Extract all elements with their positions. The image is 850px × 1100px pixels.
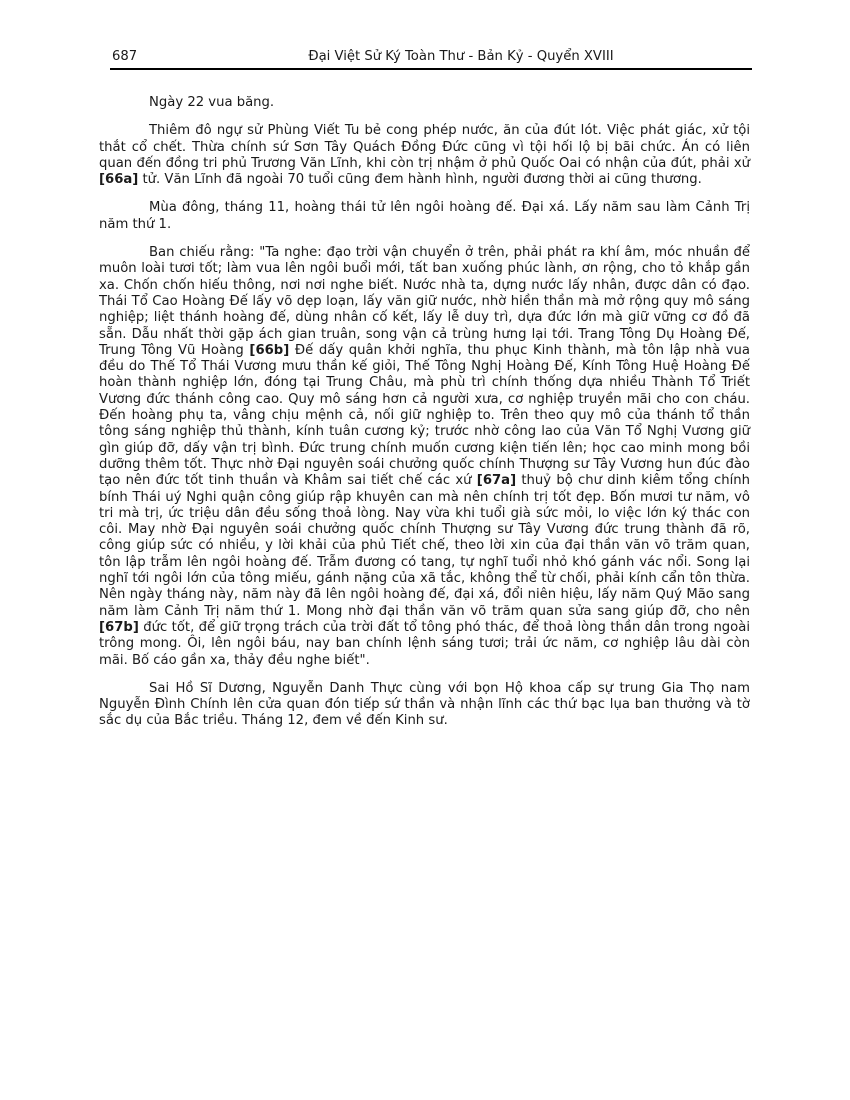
paragraph-2 — [99, 123, 750, 188]
page-header — [110, 48, 752, 70]
paragraph-1 — [99, 95, 750, 111]
text-segment: Mùa đông, tháng 11, hoàng thái tử lên ngôi hoàng đế. Đại xá. Lấy năm sau làm Cảnh Trị năm thứ 1. — [99, 200, 750, 232]
folio-marker-66b: [66b] — [249, 342, 290, 358]
text-segment: Đế dấy quân khởi nghĩa, thu phục Kinh thành, mà tôn lập nhà vua đều do Thế Tổ Thái Vương mưu thần kế giỏi, Thế Tông Nghị Hoàng Đế, Kính Tông Huệ Hoàng Đế hoàn thành nghiệp lớn, đóng tại Trung Châu, mà phù trì chính thống dựa nhiều Thành Tổ Triết Vương đức thánh công cao. Quy mô sáng hơn cả người xưa, cơ nghiệp truyền mãi cho con cháu. Đến hoàng phụ ta, vâng chịu mệnh cả, nối giữ nghiệp to. Trên theo quy mô của thánh tổ thần tông sáng nghiệp thủ thành, kính tuân cương kỷ; trước nhờ công lao của Văn Tổ Nghị Vương giữ gìn giúp đỡ, dấy vận trị bình. Đức trung chính muốn cương kiện tiến lên; học cao minh mong bồi dưỡng thêm tốt. Thực nhờ Đại nguyên soái chưởng quốc chính Thượng sư Tây Vương hun đúc đào tạo nên đức tốt tinh thuần và Khâm sai tiết chế các xứ — [99, 342, 750, 489]
text-segment: Sai Hồ Sĩ Dương, Nguyễn Danh Thực cùng với bọn Hộ khoa cấp sự trung Gia Thọ nam Nguyễn Đình Chính lên cửa quan đón tiếp sứ thần và nhận lĩnh các thứ bạc lụa ban thưởng và tờ sắc dụ của Bắc triều. Tháng 12, đem về đến Kinh sư. — [99, 680, 750, 729]
text-segment: tử. Văn Lĩnh đã ngoài 70 tuổi cũng đem hành hình, người đương thời ai cũng thương. — [138, 172, 702, 188]
text-segment: Ban chiếu rằng: "Ta nghe: đạo trời vận chuyển ở trên, phải phát ra khí âm, móc nhuần để muôn loài tươi tốt; làm vua lên ngôi buổi mới, tất ban xuống phúc lành, ơn rộng, cho tỏ khắp gần xa. Chốn chốn hiếu thông, nơi nơi nghe biết. Nước nhà ta, dựng nước lấy nhân, được dân có đạo. Thái Tổ Cao Hoàng Đế lấy võ dẹp loạn, lấy văn giữ nước, nhờ hiền thần mà mở rộng quy mô sáng nghiệp; liệt thánh hoàng đế, dùng nhân cố kết, lấy lễ duy trì, dựa đức lớn mà giữ vững cơ đồ đã sẵn. Dẫu nhất thời gặp ách gian truân, song vận cả trùng hưng lại tới. Trang Tông Dụ Hoàng Đế, Trung Tông Vũ Hoàng — [99, 245, 750, 358]
paragraph-3 — [99, 200, 750, 233]
text-segment: Ngày 22 vua băng. — [149, 95, 275, 110]
folio-marker-67b: [67b] — [99, 619, 139, 635]
text-segment: thuỷ bộ chư dinh kiêm tổng chính bính Thái uý Nghi quận công giúp rập khuyên can mà nên chính trị tốt đẹp. Bốn mươi tư năm, vô tri mà trị, ức triệu dân đều sống thoả lòng. Nay vừa khi tuổi già sức mỏi, lo việc lớn ký thác con côi. May nhờ Đại nguyên soái chưởng quốc chính Thượng sư Tây Vương đức trung thành đã rõ, công giúp sức có nhiều, y lời khải của phủ Tiết chế, theo lời xin của đại thần văn võ trăm quan, tôn lập trẫm lên ngôi hoàng đế. Trẫm đương có tang, tự nghĩ tuổi nhỏ khó gánh vác nổi. Song lại nghĩ tới ngôi lớn của tông miếu, gánh nặng của xã tắc, không thể từ chối, phải kính cẩn tôn thừa. Nên ngày tháng này, năm này đã lên ngôi hoàng đế, đại xá, đổi niên hiệu, lấy năm Quý Mão sang năm làm Cảnh Trị năm thứ 1. Mong nhờ đại thần văn võ trăm quan sửa sang giúp đỡ, cho nên — [99, 473, 750, 619]
text-segment: đức tốt, để giữ trọng trách của trời đất tổ tông phó thác, để thoả lòng thần dân trong ngoài trông mong. Ôi, lên ngôi báu, nay ban chính lệnh sáng tươi; trải ức năm, cơ nghiệp lâu dài còn mãi. Bố cáo gần xa, thảy đều nghe biết". — [99, 619, 750, 668]
text-segment: Thiêm đô ngự sử Phùng Viết Tu bẻ cong phép nước, ăn của đút lót. Việc phát giác, xử tội thắt cổ chết. Thừa chính sứ Sơn Tây Quách Đồng Đức cũng vì tội hối lộ bị bãi chức. Án có liên quan đến đồng tri phủ Trương Văn Lĩnh, khi còn trị nhậm ở phủ Quốc Oai có nhận của đút, phải xử — [99, 123, 750, 171]
folio-marker-67a: [67a] — [476, 473, 517, 489]
folio-marker-66a: [66a] — [99, 172, 139, 188]
page-number: 687 — [112, 49, 138, 64]
running-title: Đại Việt Sử Ký Toàn Thư - Bản Kỷ - Quyển XVIII — [308, 49, 614, 64]
body-text — [99, 95, 750, 742]
paragraph-4-edict — [99, 245, 750, 669]
paragraph-5 — [99, 681, 750, 730]
